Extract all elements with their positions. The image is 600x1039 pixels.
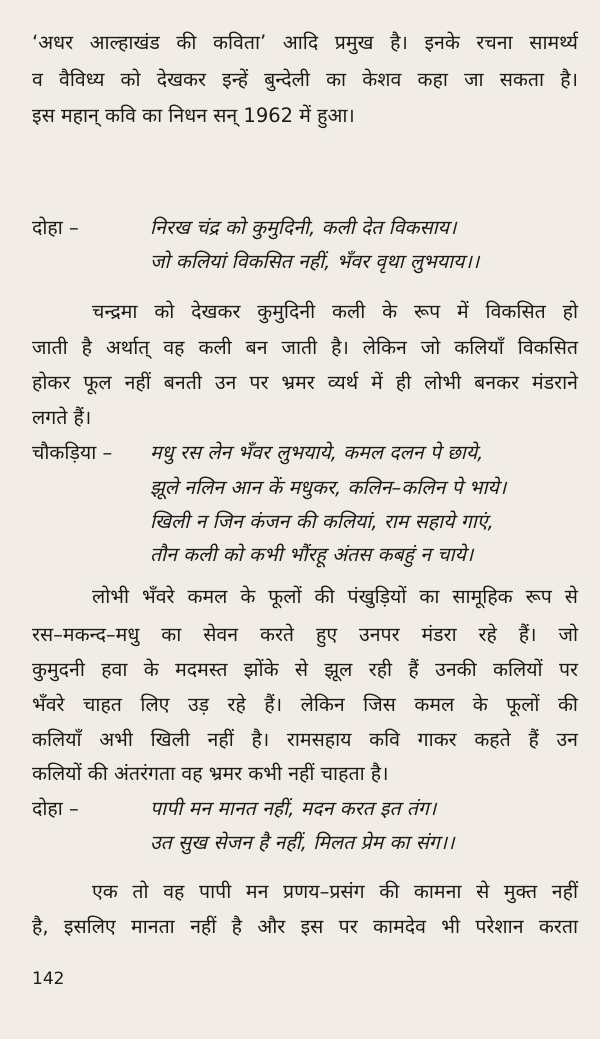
doha-2-label: दोहा – [32, 797, 79, 820]
paragraph-2-line-4: लगते हैं। [32, 406, 92, 429]
paragraph-4-line-1: एक तो वह पापी मन प्रणय–प्रसंग की कामना से मुक्त नहीं [92, 880, 578, 903]
doha-2-line-2: उत सुख सेजन है नहीं, मिलत प्रेम का संग।। [150, 831, 455, 854]
doha-1-line-2: जो कलियां विकसित नहीं, भँवर वृथा लुभयाय।। [150, 250, 480, 273]
page-number: 142 [32, 969, 65, 989]
paragraph-4-line-2: है, इसलिए मानता नहीं है और इस पर कामदेव भी परेशान करता [32, 915, 578, 938]
paragraph-3-line-3: कुमुदनी हवा के मदमस्त झोंके से झूल रही हैं उनकी कलियों पर [32, 658, 578, 681]
chaukadiya-label: चौकड़िया – [32, 441, 113, 464]
paragraph-3-line-4: भँवरे चाहत लिए उड़ रहे हैं। लेकिन जिस कमल के फूलों की [32, 693, 578, 716]
doha-2-line-1: पापी मन मानत नहीं, मदन करत इत तंग। [150, 797, 437, 820]
doha-1-label: दोहा – [32, 216, 79, 239]
paragraph-3-line-1: लोभी भँवरे कमल के फूलों की पंखुड़ियों का सामूहिक रूप से [92, 585, 578, 608]
paragraph-2-line-1: चन्द्रमा को देखकर कुमुदिनी कली के रूप में विकसित हो [92, 300, 578, 323]
paragraph-1-line-3: इस महान् कवि का निधन सन् 1962 में हुआ। [32, 104, 355, 127]
paragraph-1-line-1: ‘अधर आल्हाखंड की कविता’ आदि प्रमुख है। इनके रचना सामर्थ्य [32, 31, 578, 54]
paragraph-3-line-5: कलियाँ अभी खिली नहीं है। रामसहाय कवि गाकर कहते हैं उन [32, 728, 578, 751]
paragraph-1-line-2: व वैविध्य को देखकर इन्हें बुन्देली का केशव कहा जा सकता है। [32, 68, 578, 91]
paragraph-2-line-3: होकर फूल नहीं बनती उन पर भ्रमर व्यर्थ में ही लोभी बनकर मंडराने [32, 371, 578, 394]
chaukadiya-line-2: झूले नलिन आन कें मधुकर, कलिन–कलिन पे भाये। [150, 476, 507, 499]
doha-1-line-1: निरख चंद्र को कुमुदिनी, कली देत विकसाय। [150, 216, 457, 239]
paragraph-3-line-6: कलियों की अंतरंगता वह भ्रमर कभी नहीं चाहता है। [32, 762, 389, 785]
paragraph-2-line-2: जाती है अर्थात् वह कली बन जाती है। लेकिन जो कलियाँ विकसित [32, 336, 578, 359]
chaukadiya-line-3: खिली न जिन कंजन की कलियां, राम सहाये गाएं, [150, 510, 494, 533]
chaukadiya-line-4: तौन कली को कभी भौंरहू अंतस कबहुं न चाये। [150, 543, 474, 566]
chaukadiya-line-1: मधु रस लेन भँवर लुभयाये, कमल दलन पे छाये, [150, 441, 484, 464]
paragraph-3-line-2: रस–मकन्द–मधु का सेवन करते हुए उनपर मंडरा रहे हैं। जो [32, 623, 578, 646]
